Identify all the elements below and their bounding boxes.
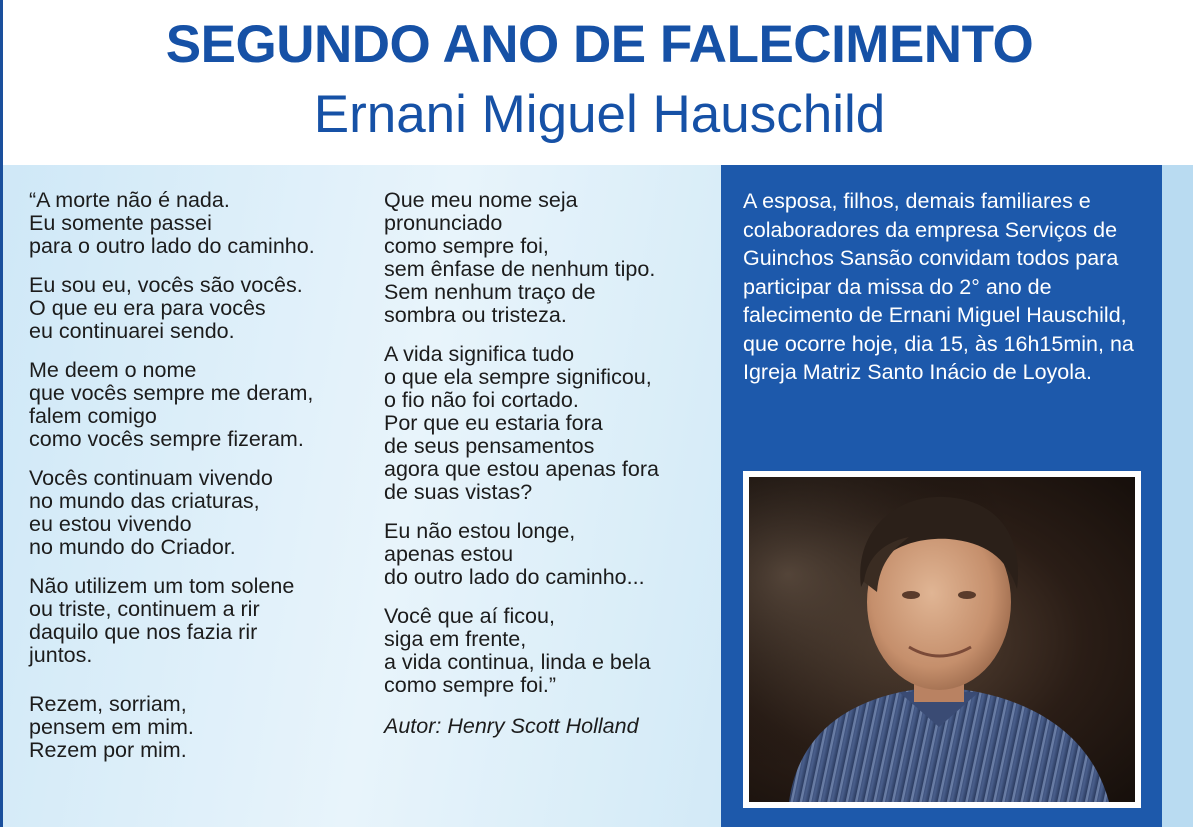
poem-stanza: Não utilizem um tom solene ou triste, continuem a rir daquilo que nos fazia rir juntos.	[29, 574, 295, 667]
portrait-frame	[743, 471, 1141, 808]
poem-stanza: “A morte não é nada. Eu somente passei para o outro lado do caminho.	[29, 188, 315, 258]
poem-stanza: Você que aí ficou, siga em frente, a vida continua, linda e bela como sempre foi.”	[384, 604, 651, 697]
poem-stanza: Eu não estou longe, apenas estou do outro lado do caminho...	[384, 519, 645, 589]
page-subtitle: Ernani Miguel Hauschild	[313, 85, 886, 144]
poem-stanza: Rezem, sorriam, pensem em mim. Rezem por mim.	[29, 692, 194, 762]
poem-stanza: Vocês continuam vivendo no mundo das criaturas, eu estou vivendo no mundo do Criador.	[29, 466, 273, 559]
page-title: SEGUNDO ANO DE FALECIMENTO	[165, 15, 1034, 74]
poem-column-2	[384, 189, 714, 738]
right-border-strip	[1162, 165, 1193, 827]
poem-column-1	[29, 189, 369, 778]
poem-stanza: A vida significa tudo o que ela sempre significou, o fio não foi cortado. Por que eu estaria fora de seus pensamentos agora que estou apenas fora de suas vistas?	[384, 342, 659, 504]
poem-stanza: Me deem o nome que vocês sempre me deram, falem comigo como vocês sempre fizeram.	[29, 358, 314, 451]
portrait-illustration	[749, 477, 1135, 802]
mass-notice-text: A esposa, filhos, demais familiares e colaboradores da empresa Serviços de Guinchos Sansão convidam todos para participar da missa do 2° ano de falecimento de Ernani Miguel Hauschild, que ocorre hoje, dia 15, às 16h15min, na Igreja Matriz Santo Inácio de Loyola.	[743, 189, 1134, 384]
portrait-photo	[749, 477, 1135, 802]
poem-stanza: Eu sou eu, vocês são vocês. O que eu era para vocês eu continuarei sendo.	[29, 273, 303, 343]
header	[3, 0, 1193, 165]
poem-author: Autor: Henry Scott Holland	[384, 714, 639, 738]
poem-stanza: Que meu nome seja pronunciado como sempre foi, sem ênfase de nenhum tipo. Sem nenhum traço de sombra ou tristeza.	[384, 188, 656, 327]
